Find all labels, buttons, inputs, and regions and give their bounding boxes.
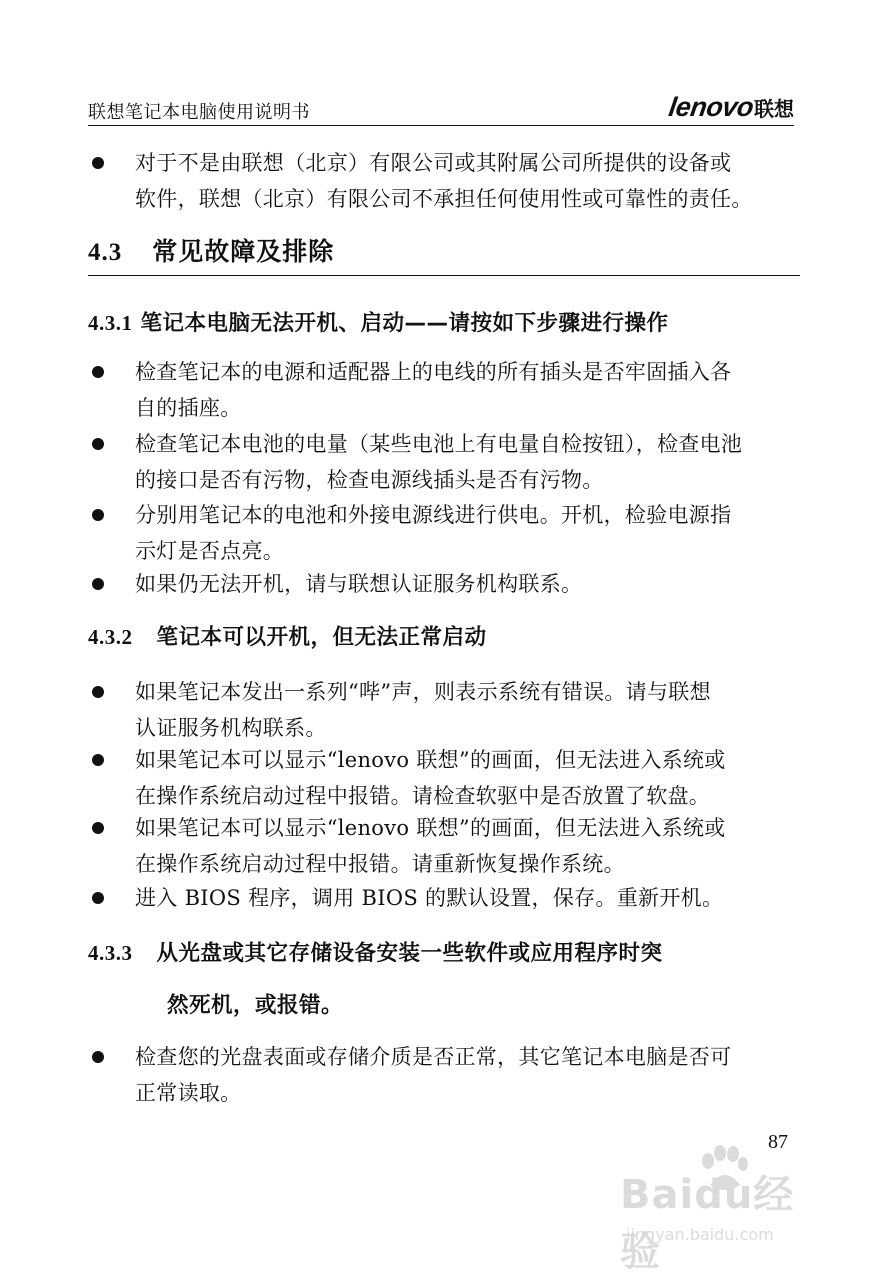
watermark-url: jingyan.baidu.com: [626, 1225, 774, 1244]
section-number: 4.3: [88, 239, 123, 266]
list-item-line: 检查笔记本电池的电量（某些电池上有电量自检按钮），检查电池: [135, 432, 743, 456]
bullet-icon: [92, 754, 104, 766]
subsection-heading: [88, 306, 669, 337]
bullet-icon: [92, 438, 104, 450]
page-header: [88, 92, 794, 126]
baidu-watermark: [620, 1145, 830, 1275]
book-title: 联想笔记本电脑使用说明书: [88, 102, 310, 123]
list-item-line: 自的插座。: [135, 396, 242, 420]
list-item-line: 正常读取。: [135, 1081, 242, 1105]
section-title-text: 常见故障及排除: [152, 237, 335, 266]
subsection-title-text: 笔记本电脑无法开机、启动——请按如下步骤进行操作: [140, 311, 669, 336]
logo-chinese: 联想: [754, 97, 794, 121]
bullet-icon: [92, 686, 104, 698]
list-item-line: 如果笔记本发出一系列“哔”声，则表示系统有错误。请与联想: [135, 680, 711, 704]
list-item-line: 认证服务机构联系。: [135, 716, 327, 740]
list-item-line: 对于不是由联想（北京）有限公司或其附属公司所提供的设备或: [135, 151, 732, 175]
subsection-number: 4.3.3: [88, 941, 133, 965]
subsection-title-text: 笔记本可以开机，但无法正常启动: [156, 625, 487, 650]
subsection-heading: [88, 620, 486, 651]
subsection-number: 4.3.1: [88, 311, 133, 335]
list-item-line: 在操作系统启动过程中报错。请重新恢复操作系统。: [135, 852, 625, 876]
subsection-heading: [88, 936, 662, 967]
page-number: 87: [768, 1131, 788, 1153]
lenovo-logo: [666, 92, 794, 123]
logo-wordmark: lenovo: [666, 92, 756, 122]
bullet-icon: [92, 157, 104, 169]
subsection-title-text: 从光盘或其它存储设备安装一些软件或应用程序时突: [156, 941, 663, 966]
subsection-number: 4.3.2: [88, 625, 133, 649]
section-divider: [88, 275, 800, 276]
bullet-icon: [92, 578, 104, 590]
list-item-line: 软件，联想（北京）有限公司不承担任何使用性或可靠性的责任。: [135, 187, 753, 211]
list-item-line: 进入 BIOS 程序，调用 BIOS 的默认设置，保存。重新开机。: [135, 886, 724, 910]
bullet-icon: [92, 1051, 104, 1063]
list-item-line: 示灯是否点亮。: [135, 539, 285, 563]
section-heading: [88, 232, 334, 268]
bullet-icon: [92, 509, 104, 521]
list-item-line: 检查笔记本的电源和适配器上的电线的所有插头是否牢固插入各: [135, 360, 732, 384]
watermark-text: Baidu经验: [620, 1172, 795, 1275]
bullet-icon: [92, 366, 104, 378]
header-divider: [88, 125, 794, 126]
list-item-line: 检查您的光盘表面或存储介质是否正常，其它笔记本电脑是否可: [135, 1045, 732, 1069]
bullet-icon: [92, 892, 104, 904]
list-item-line: 分别用笔记本的电池和外接电源线进行供电。开机，检验电源指: [135, 503, 732, 527]
bullet-icon: [92, 822, 104, 834]
list-item-line: 如果笔记本可以显示“lenovo 联想”的画面，但无法进入系统或: [135, 816, 726, 840]
list-item-line: 在操作系统启动过程中报错。请检查软驱中是否放置了软盘。: [135, 784, 711, 808]
list-item-line: 如果笔记本可以显示“lenovo 联想”的画面，但无法进入系统或: [135, 748, 726, 772]
subsection-heading-continued: 然死机，或报错。: [167, 993, 344, 1018]
list-item-line: 的接口是否有污物，检查电源线插头是否有污物。: [135, 468, 604, 492]
list-item-line: 如果仍无法开机，请与联想认证服务机构联系。: [135, 572, 583, 596]
